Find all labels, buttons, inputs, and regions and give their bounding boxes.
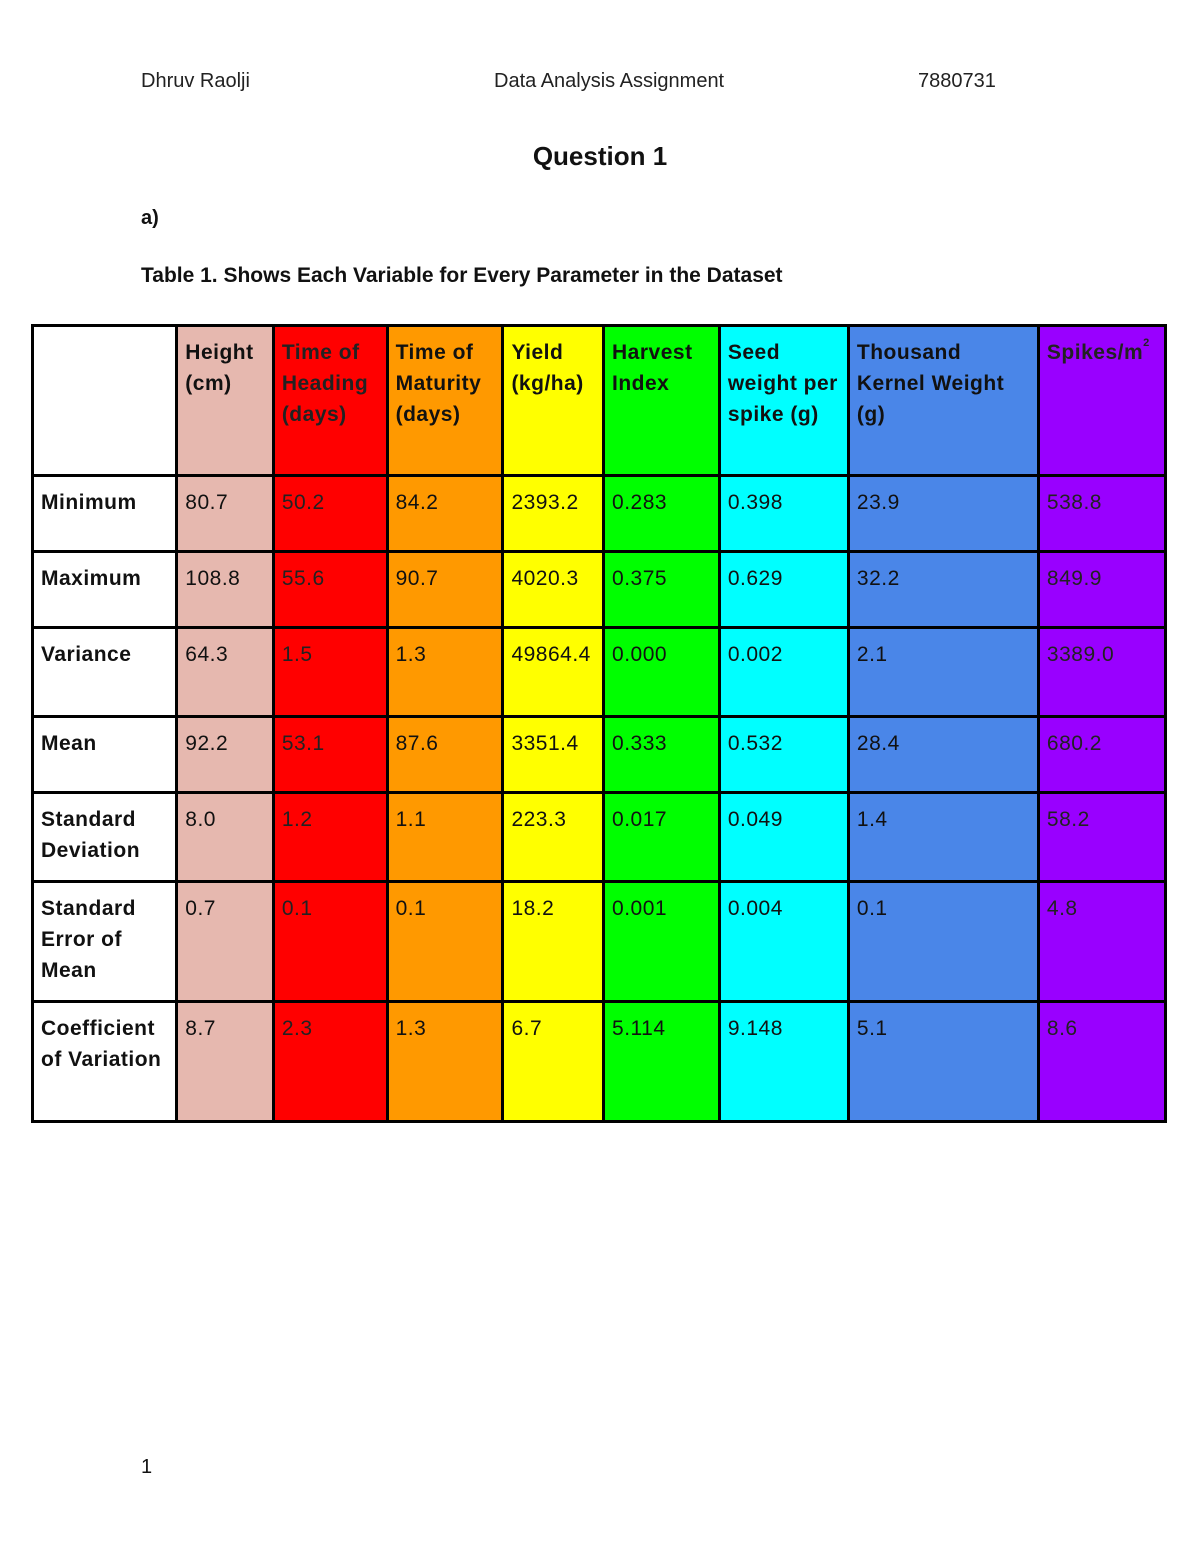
column-header	[504, 327, 602, 474]
table-cell: 2.3	[275, 1003, 386, 1120]
table-cell: 90.7	[389, 553, 502, 626]
table-cell: 2393.2	[504, 477, 602, 550]
column-header	[389, 327, 502, 474]
table-cell: 0.049	[721, 794, 847, 880]
table-cell: 0.1	[850, 883, 1037, 1000]
table-cell: 64.3	[178, 629, 272, 715]
column-header-label: Time of Heading (days)	[281, 341, 369, 426]
table-cell: 538.8	[1040, 477, 1164, 550]
table-cell: 53.1	[275, 718, 386, 791]
table-row	[34, 794, 1164, 880]
column-header	[721, 327, 847, 474]
table-cell: 0.1	[389, 883, 502, 1000]
table-cell: 8.7	[178, 1003, 272, 1120]
table-row	[34, 477, 1164, 550]
table-cell: 4.8	[1040, 883, 1164, 1000]
table-cell: 1.1	[389, 794, 502, 880]
table-row	[34, 883, 1164, 1000]
table-cell: 4020.3	[504, 553, 602, 626]
table-caption: Table 1. Shows Each Variable for Every Parameter in the Dataset	[141, 264, 783, 287]
header-author: Dhruv Raolji	[141, 70, 250, 92]
table-row	[34, 553, 1164, 626]
header-title: Data Analysis Assignment	[494, 70, 725, 92]
column-header-label: Spikes/m	[1046, 341, 1144, 364]
table-cell: 0.398	[721, 477, 847, 550]
table-cell: 87.6	[389, 718, 502, 791]
table-cell: 108.8	[178, 553, 272, 626]
column-header-label: Seed weight per spike (g)	[727, 341, 838, 426]
table-cell: 0.1	[275, 883, 386, 1000]
table-cell: 680.2	[1040, 718, 1164, 791]
table-body	[34, 327, 1164, 1120]
table-cell: 0.000	[605, 629, 718, 715]
table-cell: 849.9	[1040, 553, 1164, 626]
row-label: Coefficient of Variation	[34, 1003, 175, 1120]
table-cell: 1.4	[850, 794, 1037, 880]
table-cell: 28.4	[850, 718, 1037, 791]
table-cell: 1.3	[389, 629, 502, 715]
table-cell: 0.017	[605, 794, 718, 880]
column-header	[275, 327, 386, 474]
table-cell: 0.333	[605, 718, 718, 791]
row-label: Standard Deviation	[34, 794, 175, 880]
table-cell: 0.001	[605, 883, 718, 1000]
table-header-row	[34, 327, 1164, 474]
table-row	[34, 718, 1164, 791]
table-cell: 5.1	[850, 1003, 1037, 1120]
row-label: Variance	[34, 629, 175, 715]
column-header-label: Height (cm)	[185, 341, 254, 395]
part-label: a)	[141, 207, 159, 229]
table-cell: 2.1	[850, 629, 1037, 715]
page-number: 1	[141, 1456, 153, 1478]
row-label: Minimum	[34, 477, 175, 550]
table-cell: 0.629	[721, 553, 847, 626]
table-cell: 92.2	[178, 718, 272, 791]
table-cell: 84.2	[389, 477, 502, 550]
column-header	[850, 327, 1037, 474]
table-cell: 223.3	[504, 794, 602, 880]
table-cell: 9.148	[721, 1003, 847, 1120]
column-header-label: Harvest Index	[612, 341, 693, 395]
table-corner-cell	[34, 327, 175, 474]
table-cell: 0.002	[721, 629, 847, 715]
table-cell: 8.6	[1040, 1003, 1164, 1120]
table-cell: 1.3	[389, 1003, 502, 1120]
table-cell: 3351.4	[504, 718, 602, 791]
table-cell: 0.283	[605, 477, 718, 550]
column-header-label: Thousand Kernel Weight (g)	[856, 341, 1005, 426]
column-header	[1040, 327, 1164, 474]
table-cell: 0.375	[605, 553, 718, 626]
table-cell: 1.2	[275, 794, 386, 880]
table-cell: 6.7	[504, 1003, 602, 1120]
table-cell: 0.532	[721, 718, 847, 791]
table-cell: 32.2	[850, 553, 1037, 626]
table-cell: 0.004	[721, 883, 847, 1000]
row-label: Standard Error of Mean	[34, 883, 175, 1000]
table-cell: 49864.4	[504, 629, 602, 715]
column-header-label: Yield (kg/ha)	[511, 341, 584, 395]
table-cell: 55.6	[275, 553, 386, 626]
table-cell: 50.2	[275, 477, 386, 550]
statistics-table	[31, 324, 1167, 1123]
table-cell: 58.2	[1040, 794, 1164, 880]
table-cell: 0.7	[178, 883, 272, 1000]
table-cell: 23.9	[850, 477, 1037, 550]
header-student-id: 7880731	[918, 70, 996, 92]
question-title: Question 1	[532, 141, 668, 171]
table-cell: 5.114	[605, 1003, 718, 1120]
table-cell: 8.0	[178, 794, 272, 880]
table-cell: 1.5	[275, 629, 386, 715]
column-header	[178, 327, 272, 474]
column-header-superscript: 2	[1143, 337, 1150, 349]
column-header	[605, 327, 718, 474]
table-cell: 80.7	[178, 477, 272, 550]
table-cell: 3389.0	[1040, 629, 1164, 715]
row-label: Mean	[34, 718, 175, 791]
table-cell: 18.2	[504, 883, 602, 1000]
table-row	[34, 1003, 1164, 1120]
row-label: Maximum	[34, 553, 175, 626]
table-row	[34, 629, 1164, 715]
column-header-label: Time of Maturity (days)	[395, 341, 482, 426]
